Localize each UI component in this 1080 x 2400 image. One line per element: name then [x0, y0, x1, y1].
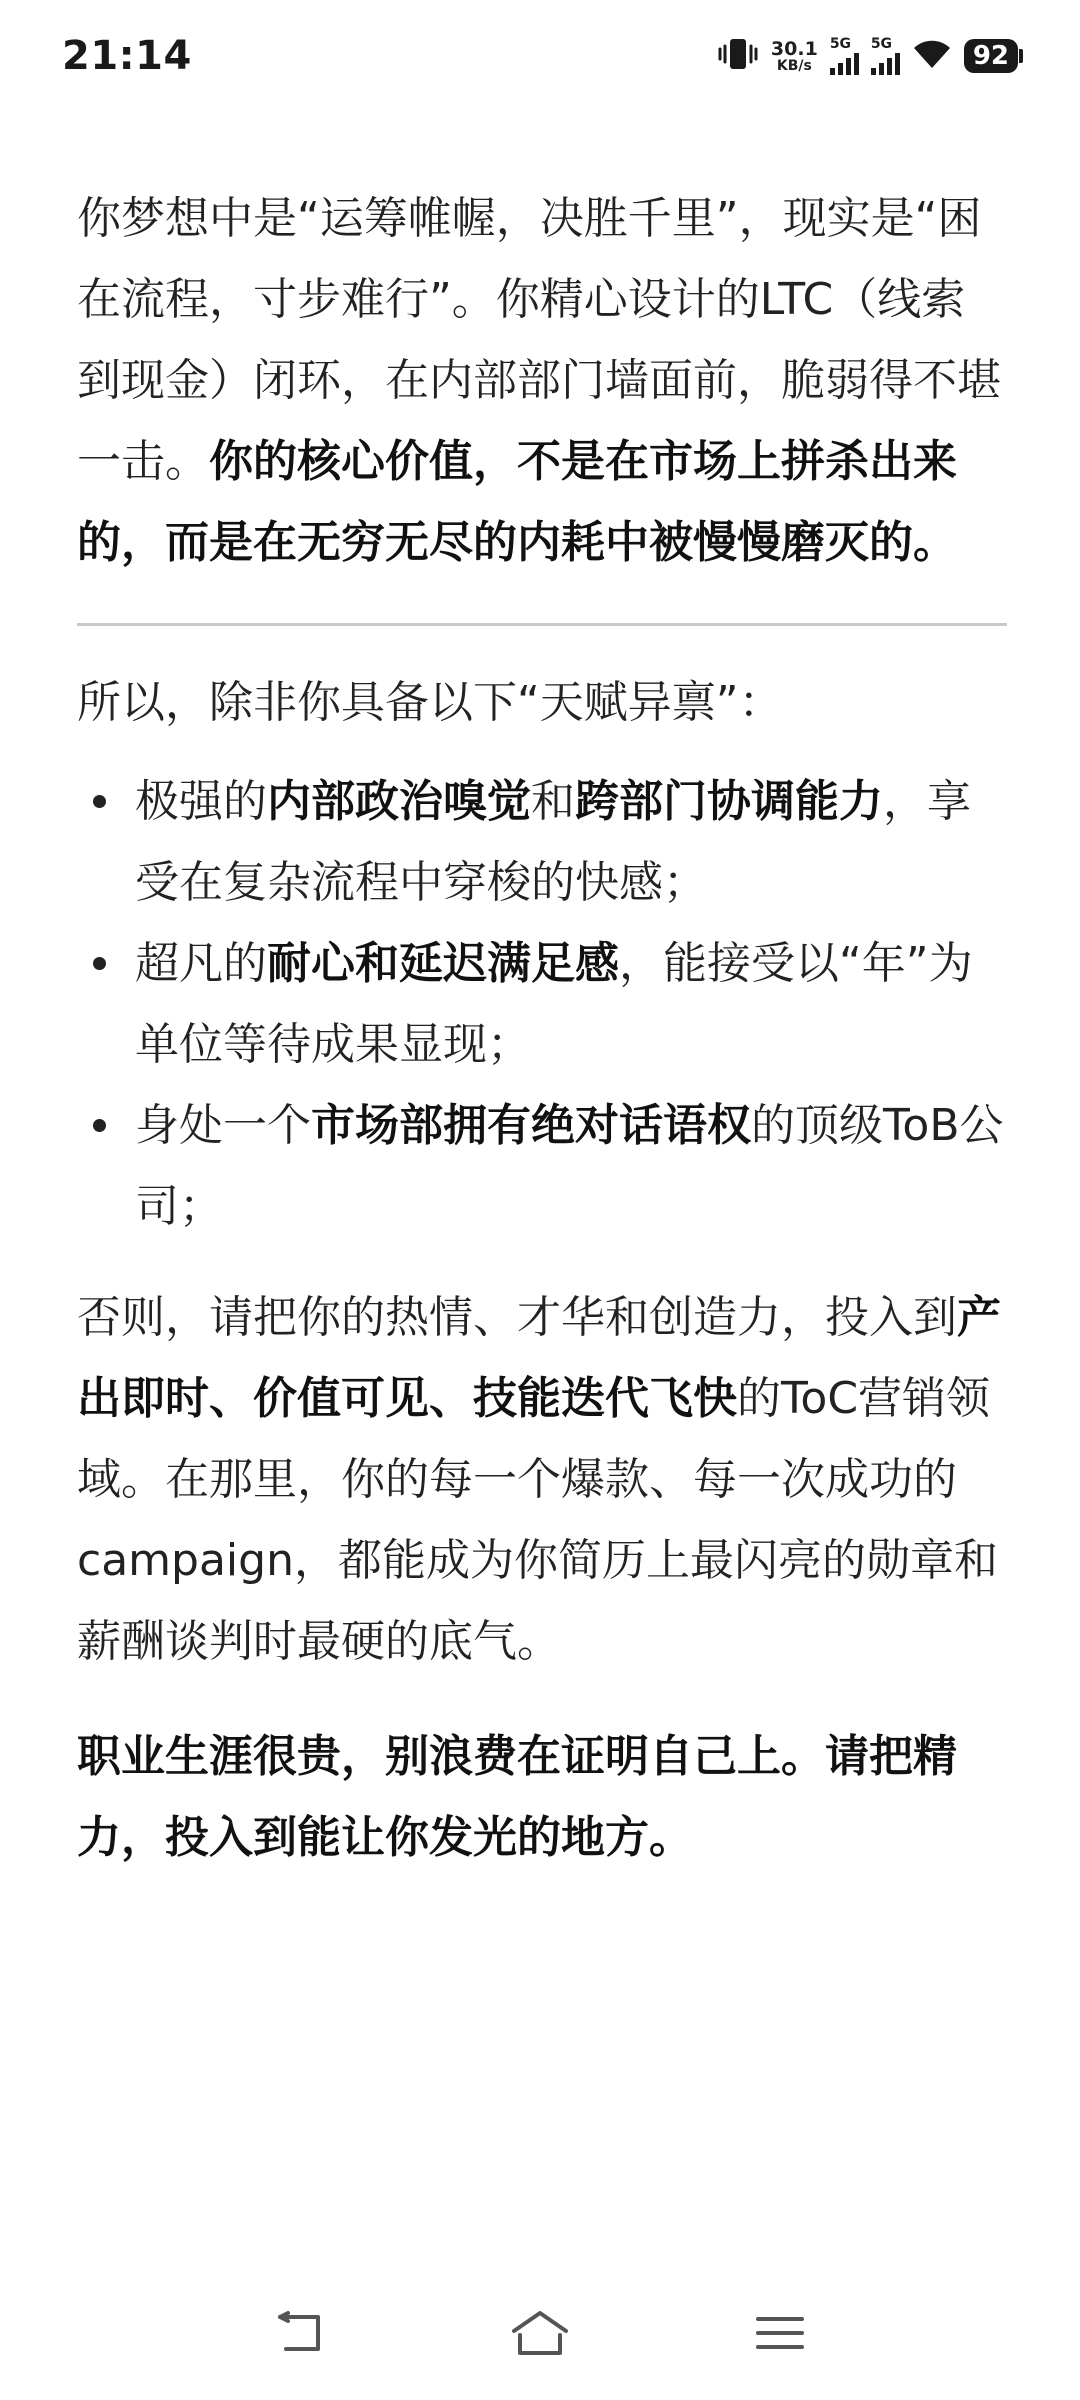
text-run: 身处一个	[135, 1100, 311, 1151]
paragraph-3	[77, 1277, 1007, 1682]
paragraph-4-bold: 职业生涯很贵，别浪费在证明自己上。请把精力，投入到能让你发光的地方。	[77, 1731, 957, 1863]
text-run: 你梦想中是“运筹帷幄，决胜千里”，现实是“困在流程，寸步难行”。你精心设计的LTC（线索到现金）闭环，在内部部门墙面前，脆弱得不堪一击。	[77, 193, 1001, 487]
bullet-item-1	[77, 761, 1007, 923]
navigation-bar	[0, 2290, 1080, 2380]
network-speed-value: 30.1	[770, 37, 818, 60]
bold-text: 产出即时、价值可见、技能迭代飞快	[77, 1292, 1001, 1424]
text-run: 超凡的	[135, 938, 267, 989]
back-button[interactable]	[180, 2290, 420, 2380]
network-speed-unit: KB/s	[776, 57, 812, 74]
text-run: 极强的	[135, 776, 267, 827]
sim2-signal-icon	[871, 37, 900, 75]
paragraph-4	[77, 1716, 1007, 1878]
bold-text: 耐心和延迟满足感	[267, 938, 619, 989]
bold-text: 内部政治嗅觉	[267, 776, 531, 827]
menu-icon	[754, 2313, 806, 2357]
battery-icon: 92	[964, 39, 1018, 73]
text-run: ，享受在复杂流程中穿梭的快感；	[135, 776, 971, 908]
text-run: 的顶级ToB公司；	[135, 1100, 1004, 1232]
status-icons	[717, 37, 1018, 75]
home-button[interactable]	[420, 2290, 660, 2380]
article-body	[77, 178, 1007, 1878]
sim1-signal-icon	[830, 37, 859, 75]
text-run: ，能接受以“年”为单位等待成果显现；	[135, 938, 973, 1070]
sim2-label: 5G	[870, 36, 893, 52]
bullet-item-2	[77, 923, 1007, 1085]
wifi-icon	[912, 38, 952, 74]
bullet-list	[77, 761, 1007, 1247]
bold-text: 市场部拥有绝对话语权	[311, 1100, 751, 1151]
bullet-item-3	[77, 1085, 1007, 1247]
text-run: 和	[531, 776, 575, 827]
paragraph-2: 所以，除非你具备以下“天赋异禀”：	[77, 677, 783, 728]
bold-text: 你的核心价值，不是在市场上拼杀出来的，而是在无穷无尽的内耗中被慢慢磨灭的。	[77, 436, 957, 568]
bold-text: 跨部门协调能力	[575, 776, 883, 827]
text-run: 否则，请把你的热情、才华和创造力，投入到	[77, 1292, 957, 1343]
home-icon	[510, 2309, 570, 2361]
back-icon	[272, 2311, 328, 2359]
vibrate-icon	[717, 37, 759, 75]
status-bar	[0, 0, 1080, 112]
divider	[77, 623, 1007, 626]
network-speed	[770, 37, 818, 74]
sim1-label: 5G	[829, 36, 852, 52]
paragraph-1	[77, 178, 1007, 583]
menu-button[interactable]	[660, 2290, 900, 2380]
clock: 21:14	[62, 33, 192, 79]
text-run: 的ToC营销领域。在那里，你的每一个爆款、每一次成功的campaign，都能成为你简历上最闪亮的勋章和薪酬谈判时最硬的底气。	[77, 1373, 998, 1667]
